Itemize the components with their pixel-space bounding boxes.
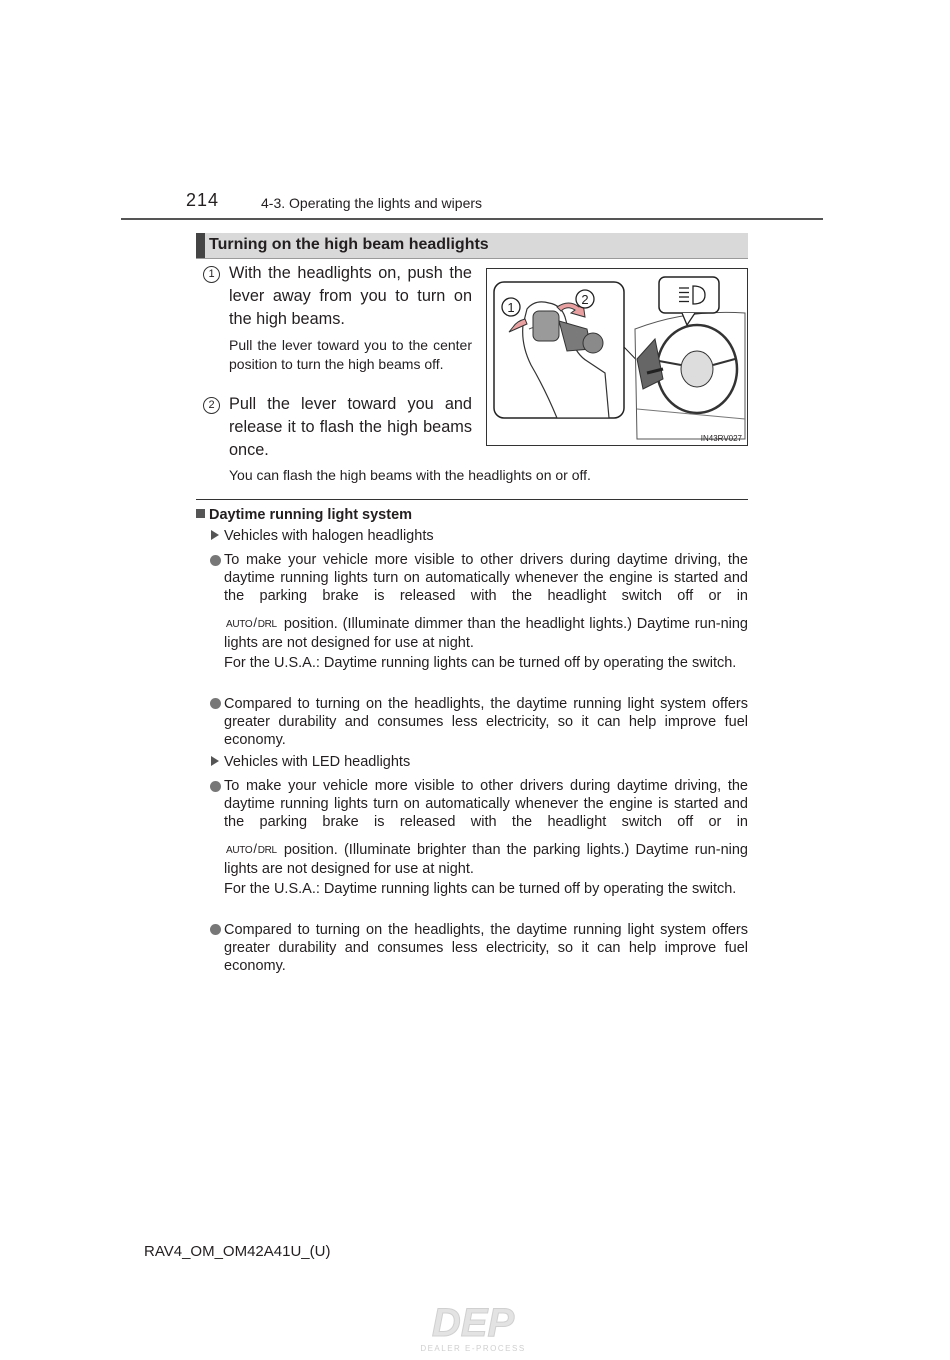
watermark-logo: DEP — [431, 1301, 515, 1345]
watermark-text: DEALER E-PROCESS — [420, 1344, 526, 1353]
bullet-dot-icon — [210, 555, 221, 566]
step-2-number: 2 — [203, 397, 220, 414]
drl-heading: Daytime running light system — [196, 507, 412, 523]
lever-drawing — [487, 269, 747, 445]
halogen-bullet-2: Compared to turning on the headlights, the daytime running light system offers greater durability and consumes less electricity, so it can help improve fuel economy. — [224, 696, 748, 749]
figure-code: IN43RV027 — [700, 434, 742, 443]
high-beam-heading: Turning on the high beam headlights — [209, 236, 489, 253]
square-bullet-icon — [196, 509, 205, 518]
halogen-label: Vehicles with halogen headlights — [211, 528, 434, 544]
bullet-dot-icon — [210, 924, 221, 935]
auto-drl-symbol: AUTO/DRL — [226, 615, 277, 630]
led-bullet-1a: To make your vehicle more visible to other drivers during daytime driving, the daytime running lights turn on automatically whenever the engine is started and the parking brake is released with the headlight switch off or in — [224, 778, 748, 831]
led-bullet-1b: AUTO/DRL position. (Illuminate brighter than the parking lights.) Daytime run-ning lights are not designed for use at night. — [224, 841, 748, 878]
halogen-bullet-1b: AUTO/DRL position. (Illuminate dimmer than the headlight lights.) Daytime run-ning lights are not designed for use at night. — [224, 615, 748, 652]
led-bullet-1c: For the U.S.A.: Daytime running lights can be turned off by operating the switch. — [224, 881, 737, 897]
auto-drl-symbol: AUTO/DRL — [226, 841, 277, 856]
triangle-bullet-icon — [211, 530, 219, 540]
halogen-bullet-1c: For the U.S.A.: Daytime running lights can be turned off by operating the switch. — [224, 655, 737, 671]
step-2-text: Pull the lever toward you and release it to flash the high beams once. — [229, 395, 472, 459]
figure-callout-2: 2 — [581, 292, 589, 307]
section-title: 4-3. Operating the lights and wipers — [261, 195, 483, 211]
bullet-dot-icon — [210, 781, 221, 792]
triangle-bullet-icon — [211, 756, 219, 766]
flash-note: You can flash the high beams with the headlights on or off. — [229, 467, 591, 483]
figure-callout-1: 1 — [507, 300, 515, 315]
led-label: Vehicles with LED headlights — [211, 754, 410, 770]
step-1-text: With the headlights on, push the lever away from you to turn on the high beams. — [229, 264, 472, 328]
bullet-dot-icon — [210, 698, 221, 709]
dealer-logo-watermark — [408, 1300, 538, 1355]
led-bullet-2: Compared to turning on the headlights, the daytime running light system offers greater durability and consumes less electricity, so it can help improve fuel economy. — [224, 922, 748, 975]
step-1-number: 1 — [203, 266, 220, 283]
section-divider — [196, 499, 748, 500]
header-rule — [121, 218, 823, 220]
headlight-lever-illustration — [486, 268, 748, 446]
step-1-note: Pull the lever toward you to the center position to turn the high beams off. — [229, 337, 472, 372]
document-code: RAV4_OM_OM42A41U_(U) — [144, 1243, 331, 1260]
halogen-bullet-1a: To make your vehicle more visible to other drivers during daytime driving, the daytime running lights turn on automatically whenever the engine is started and the parking brake is released with the headlight switch off or in — [224, 552, 748, 605]
page-number: 214 — [186, 190, 220, 210]
